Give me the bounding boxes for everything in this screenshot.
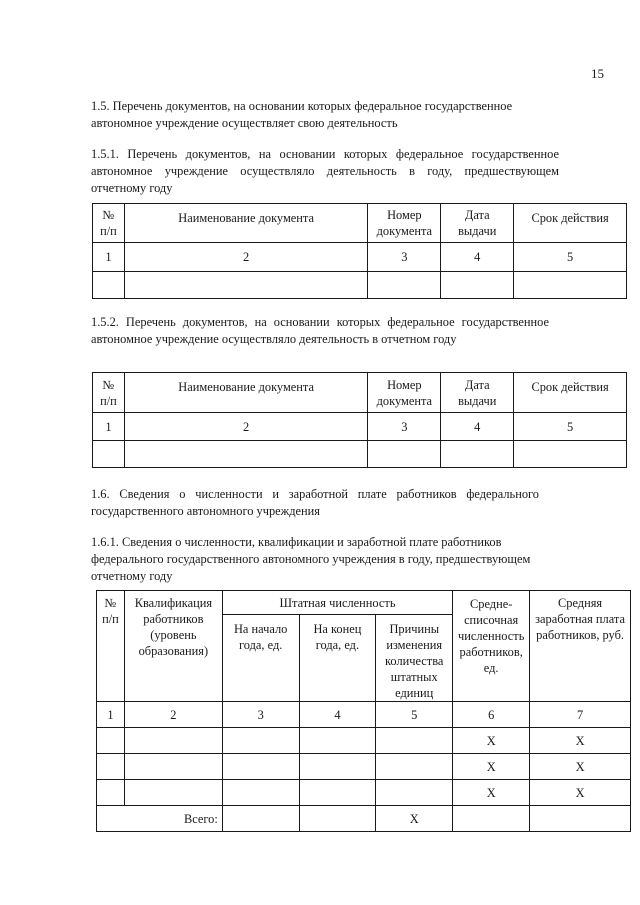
- table-cell: [299, 780, 376, 806]
- header-num: № п/п: [97, 591, 125, 702]
- col-number: 1: [97, 702, 125, 728]
- col-number: 1: [93, 243, 125, 272]
- table-cell: [124, 728, 222, 754]
- section-1-6-1-heading: 1.6.1. Сведения о численности, квалификации и заработной плате работников федерального государственного автономного учреждения в году, предшествующем отчетному году: [91, 535, 531, 583]
- col-number: 7: [530, 702, 631, 728]
- table-row: [97, 754, 631, 780]
- header-doc-name: Наименование документа: [124, 373, 367, 413]
- header-avg-salary: Средняя заработная плата работников, руб.: [530, 591, 631, 702]
- table-cell: [124, 754, 222, 780]
- header-year-end: На конец года, ед.: [299, 615, 376, 702]
- page-number: 15: [591, 66, 604, 81]
- table-cell: [376, 728, 453, 754]
- header-validity: Срок действия: [514, 373, 627, 413]
- table-cell: [453, 806, 530, 832]
- table-cell: [368, 441, 441, 468]
- table-cell: [299, 806, 376, 832]
- table-header-row: [93, 373, 627, 413]
- table-cell: [124, 780, 222, 806]
- table-cell: [368, 272, 441, 299]
- x-mark: Х: [530, 754, 631, 780]
- x-mark: Х: [530, 780, 631, 806]
- header-issue-date: Дата выдачи: [441, 373, 514, 413]
- table-cell: [222, 754, 299, 780]
- section-1-5-1-heading: 1.5.1. Перечень документов, на основании которых федеральное государственное автономное учреждение осуществляло деятельность в году, предшествующем отчетному году: [91, 147, 559, 195]
- col-number: 4: [441, 413, 514, 441]
- header-issue-date: Дата выдачи: [441, 204, 514, 243]
- header-change-reason: Причины изменения количества штатных единиц: [376, 615, 453, 702]
- x-mark: Х: [530, 728, 631, 754]
- col-number: 3: [222, 702, 299, 728]
- staff-table: [96, 590, 631, 832]
- section-1-5-heading: 1.5. Перечень документов, на основании которых федеральное государственное автономное учреждение осуществляет свою деятельность: [91, 99, 513, 130]
- header-doc-number: Номер документа: [368, 373, 441, 413]
- documents-prev-year-table: [92, 203, 627, 299]
- x-mark: Х: [453, 780, 530, 806]
- col-number: 6: [453, 702, 530, 728]
- table-cell: [97, 728, 125, 754]
- table-cell: [124, 272, 367, 299]
- col-number: 1: [93, 413, 125, 441]
- table-cell: [514, 441, 627, 468]
- col-number: 5: [514, 243, 627, 272]
- header-avg-count: Средне-списочная численность работников, ед.: [453, 591, 530, 702]
- header-validity: Срок действия: [514, 204, 627, 243]
- col-number: 5: [376, 702, 453, 728]
- col-number: 2: [124, 702, 222, 728]
- header-num: № п/п: [93, 204, 125, 243]
- table-cell: [222, 780, 299, 806]
- header-num: № п/п: [93, 373, 125, 413]
- col-number: 2: [124, 243, 367, 272]
- table-number-row: [97, 702, 631, 728]
- section-1-5-2-heading: 1.5.2. Перечень документов, на основании которых федеральное государственное автономное учреждение осуществляло деятельность в отчетном году: [91, 315, 549, 346]
- table-cell: [93, 441, 125, 468]
- total-row: [97, 806, 631, 832]
- x-mark: Х: [453, 754, 530, 780]
- table-cell: [514, 272, 627, 299]
- table-row: [97, 780, 631, 806]
- x-mark: Х: [453, 728, 530, 754]
- table-cell: [530, 806, 631, 832]
- table-number-row: [93, 413, 627, 441]
- table-row: [97, 728, 631, 754]
- table-cell: [376, 754, 453, 780]
- documents-current-year-table: [92, 372, 627, 468]
- table-cell: [441, 272, 514, 299]
- table-cell: [97, 780, 125, 806]
- header-staff-count: Штатная численность: [222, 591, 452, 615]
- table-cell: [222, 806, 299, 832]
- col-number: 3: [368, 243, 441, 272]
- table-number-row: [93, 243, 627, 272]
- col-number: 2: [124, 413, 367, 441]
- section-1-6-heading: 1.6. Сведения о численности и заработной плате работников федерального государственного автономного учреждения: [91, 487, 539, 518]
- col-number: 4: [441, 243, 514, 272]
- header-qualification: Квалификация работников (уровень образования): [124, 591, 222, 702]
- table-header-row: [97, 591, 631, 615]
- header-year-start: На начало года, ед.: [222, 615, 299, 702]
- table-row: [93, 272, 627, 299]
- table-cell: [124, 441, 367, 468]
- table-cell: [93, 272, 125, 299]
- table-header-row: [93, 204, 627, 243]
- col-number: 4: [299, 702, 376, 728]
- table-row: [93, 441, 627, 468]
- table-cell: [376, 780, 453, 806]
- col-number: 5: [514, 413, 627, 441]
- table-cell: [299, 728, 376, 754]
- table-cell: [441, 441, 514, 468]
- x-mark: Х: [376, 806, 453, 832]
- total-label: Всего:: [97, 806, 223, 832]
- header-doc-number: Номер документа: [368, 204, 441, 243]
- table-cell: [299, 754, 376, 780]
- col-number: 3: [368, 413, 441, 441]
- table-cell: [222, 728, 299, 754]
- table-cell: [97, 754, 125, 780]
- header-doc-name: Наименование документа: [124, 204, 367, 243]
